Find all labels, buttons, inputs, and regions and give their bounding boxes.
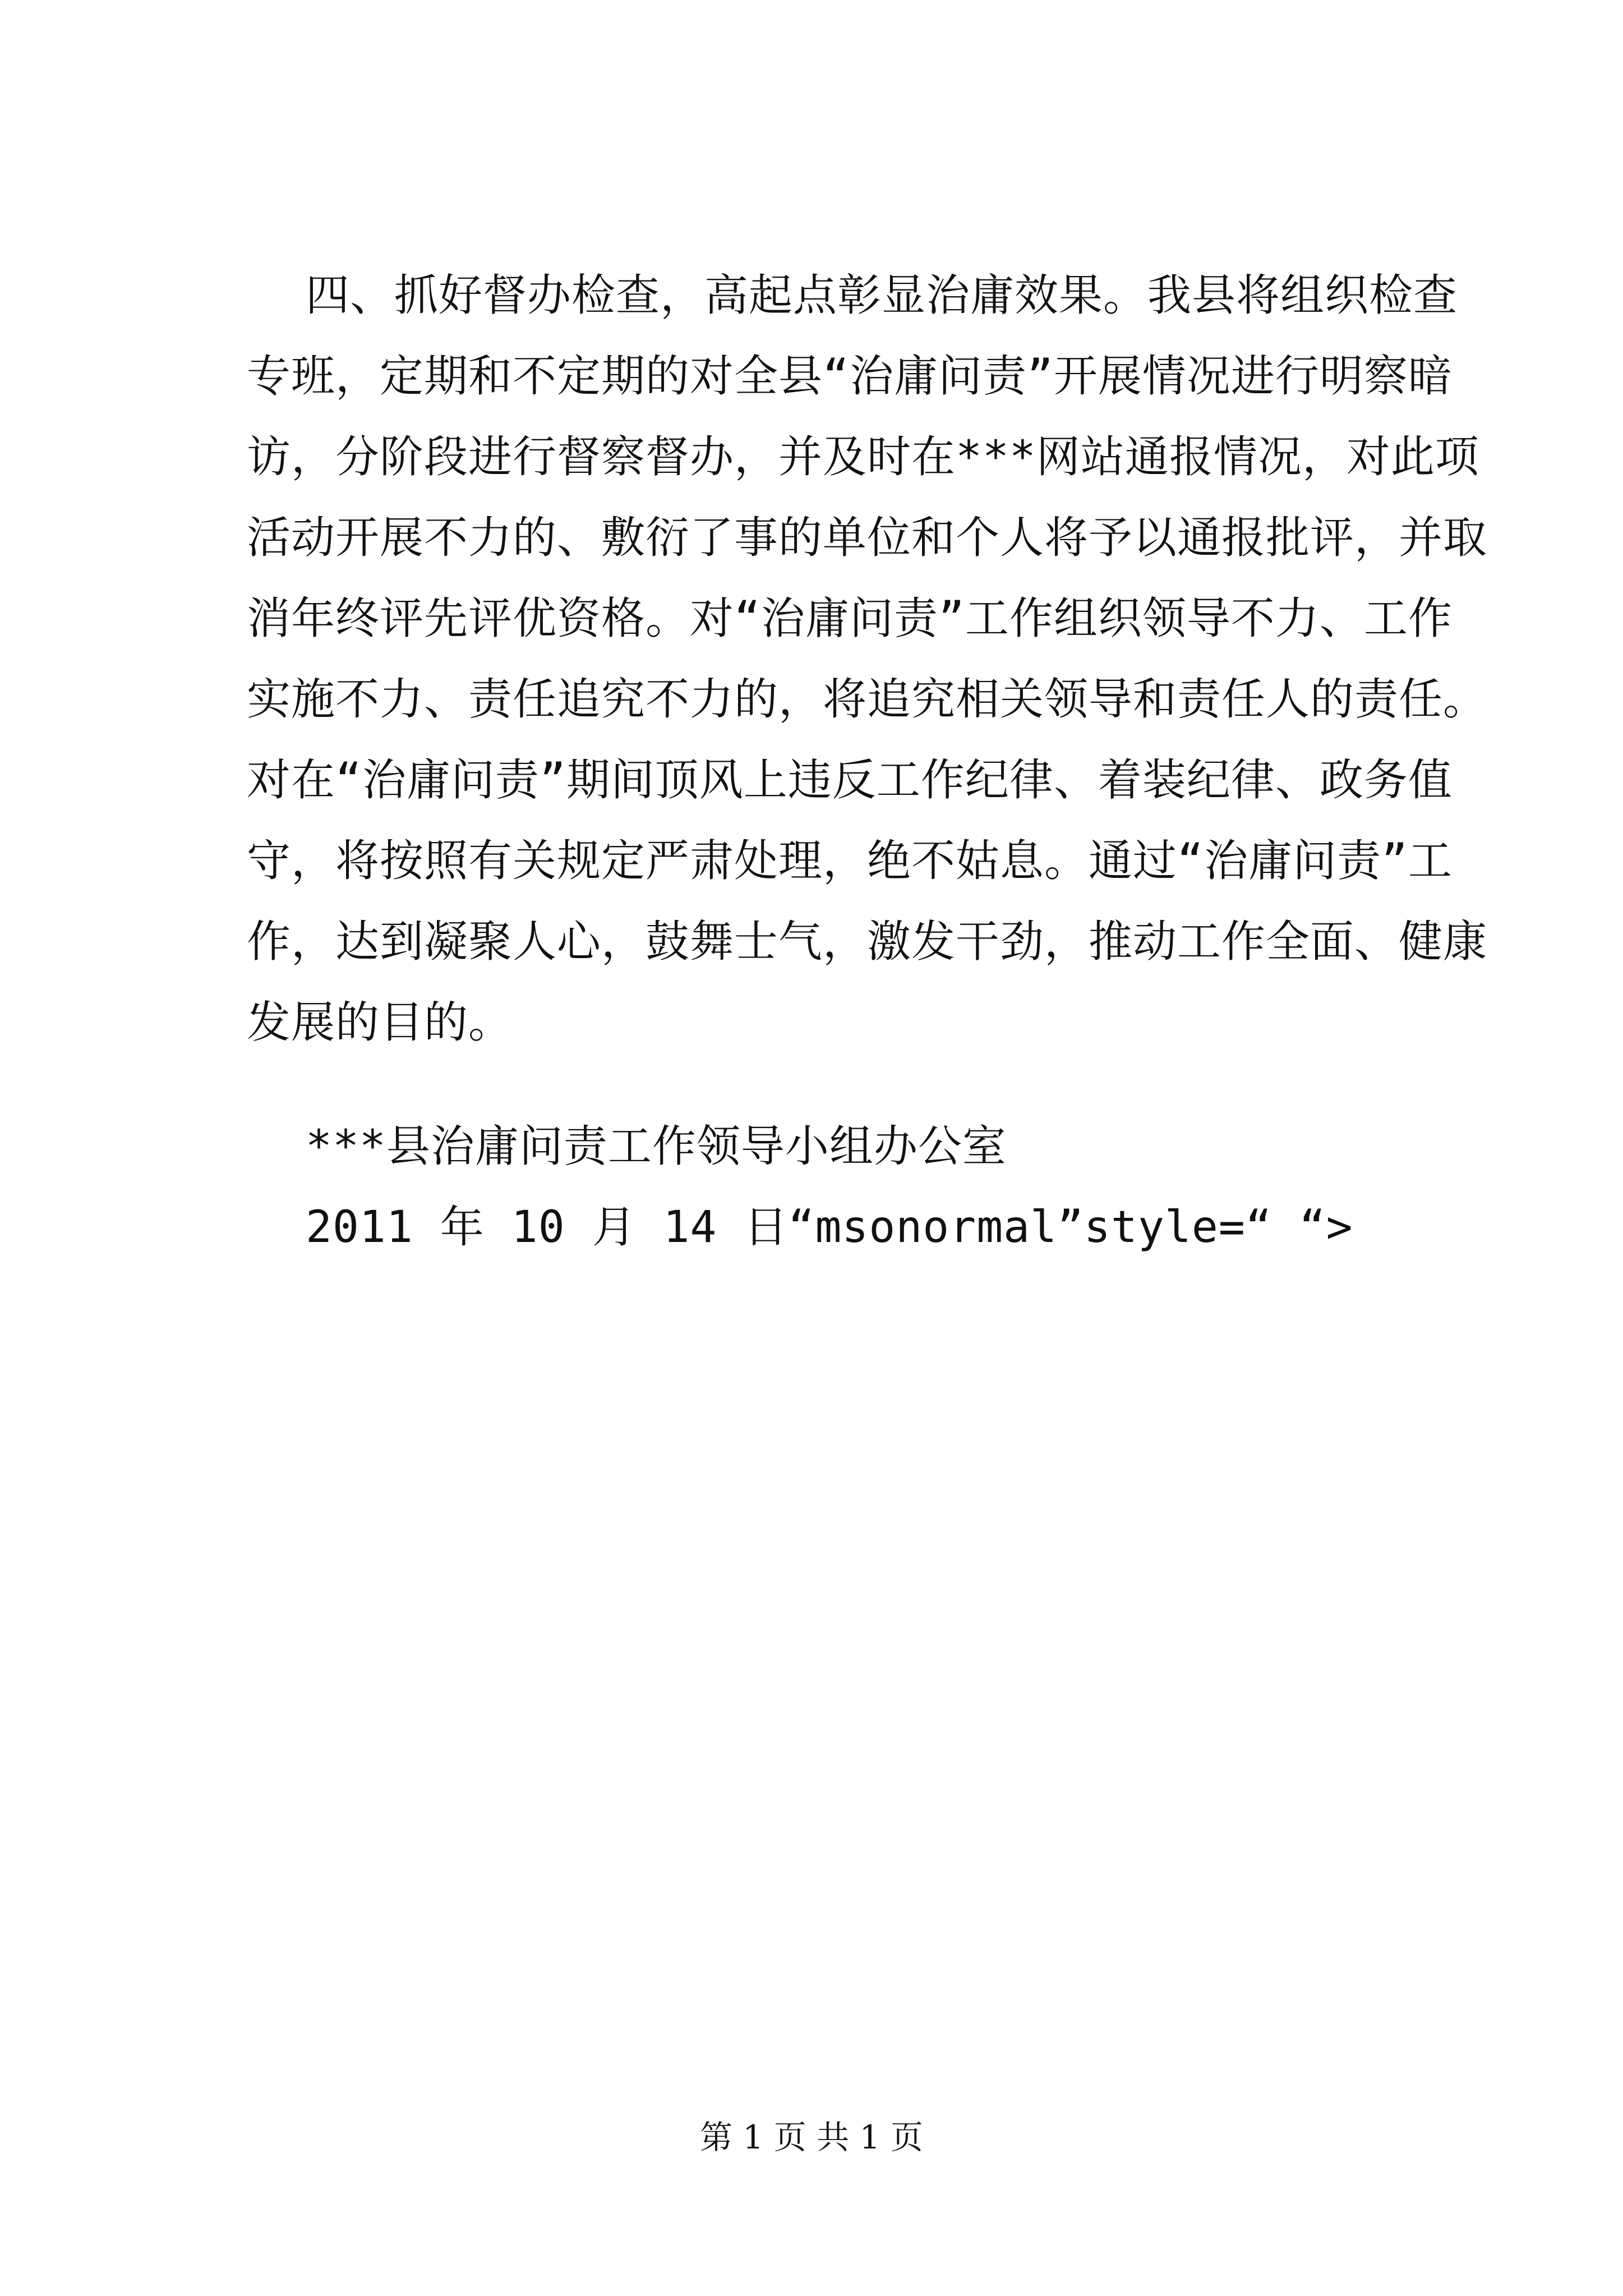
paragraph-line: 四、抓好督办检查，高起点彰显治庸效果。我县将组织检查 — [306, 270, 1458, 321]
paragraph-line: 专班，定期和不定期的对全县“治庸问责”开展情况进行明察暗 — [247, 351, 1453, 402]
page-footer: 第 1 页 共 1 页 — [700, 2118, 923, 2156]
paragraph-line: 发展的目的。 — [247, 997, 513, 1048]
paragraph-line: 活动开展不力的、敷衍了事的单位和个人将予以通报批评，并取 — [247, 513, 1488, 563]
paragraph-line: 守，将按照有关规定严肃处理，绝不姑息。通过“治庸问责”工 — [247, 836, 1453, 886]
paragraph-line: 实施不力、责任追究不力的，将追究相关领导和责任人的责任。 — [247, 674, 1488, 725]
paragraph-line: 作，达到凝聚人心，鼓舞士气，激发干劲，推动工作全面、健康 — [247, 917, 1488, 967]
signature-block — [306, 1106, 1353, 1268]
paragraph-line: 访，分阶段进行督察督办，并及时在***网站通报情况，对此项 — [247, 432, 1479, 482]
signature-date: 2011 年 10 月 14 日“msonormal”style=“ “> — [306, 1202, 1353, 1253]
signature-office: ***县治庸问责工作领导小组办公室 — [306, 1121, 1007, 1172]
paragraph-line: 消年终评先评优资格。对“治庸问责”工作组织领导不力、工作 — [247, 593, 1453, 644]
paragraph-line: 对在“治庸问责”期间顶风上违反工作纪律、着装纪律、政务值 — [247, 755, 1453, 806]
body-paragraph — [247, 255, 1488, 1063]
